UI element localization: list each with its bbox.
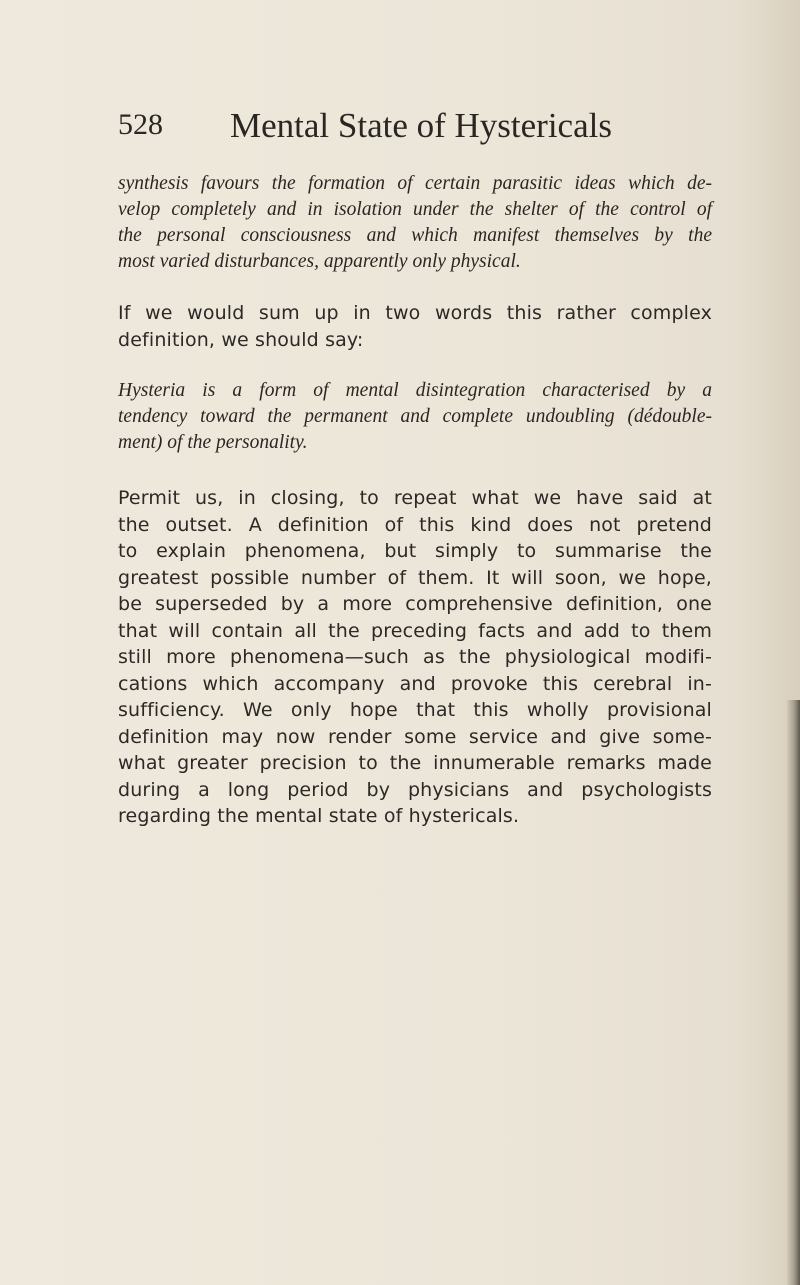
text-line: Permit us, in closing, to repeat what we have said at <box>118 487 712 509</box>
paragraph-closing <box>118 485 712 830</box>
text-line: the personal consciousness and which manifest themselves by the <box>118 225 712 246</box>
italic-paragraph-synthesis <box>118 171 712 275</box>
text-line: still more phenomena—such as the physiological modifi- <box>118 646 712 668</box>
italic-paragraph-definition <box>118 378 712 456</box>
running-title: Mental State of Hystericals <box>230 106 612 145</box>
text-line: the outset. A definition of this kind does not pretend <box>118 513 712 536</box>
text-line: definition may now render some service and give some- <box>118 725 712 748</box>
text-line: to explain phenomena, but simply to summarise the <box>118 540 712 562</box>
text-line: regarding the mental state of hystericals. <box>118 805 520 827</box>
text-line: ment) of the personality. <box>118 432 308 453</box>
text-line: during a long period by physicians and psychologists <box>118 778 712 801</box>
text-line: sufficiency. We only hope that this wholly provisional <box>118 699 712 721</box>
page-number: 528 <box>118 108 163 141</box>
text-line: tendency toward the permanent and complete undoubling (dédouble- <box>118 406 712 427</box>
text-line: Hysteria is a form of mental disintegration characterised by a <box>118 380 712 401</box>
text-line: be superseded by a more comprehensive definition, one <box>118 593 712 615</box>
paragraph-sum-up <box>118 300 712 353</box>
text-line: greatest possible number of them. It will soon, we hope, <box>118 566 712 589</box>
page-edge-shadow <box>786 700 800 1285</box>
text-line: synthesis favours the formation of certain parasitic ideas which de- <box>118 173 712 194</box>
running-head <box>118 106 718 156</box>
text-line: most varied disturbances, apparently only physical. <box>118 251 521 272</box>
text-line: what greater precision to the innumerable remarks made <box>118 752 712 774</box>
text-line: that will contain all the preceding facts and add to them <box>118 619 712 642</box>
text-line: velop completely and in isolation under the shelter of the control of <box>118 199 712 220</box>
text-line: If we would sum up in two words this rather complex <box>118 302 712 324</box>
text-line: cations which accompany and provoke this cerebral in- <box>118 672 712 695</box>
text-line: definition, we should say: <box>118 328 364 351</box>
